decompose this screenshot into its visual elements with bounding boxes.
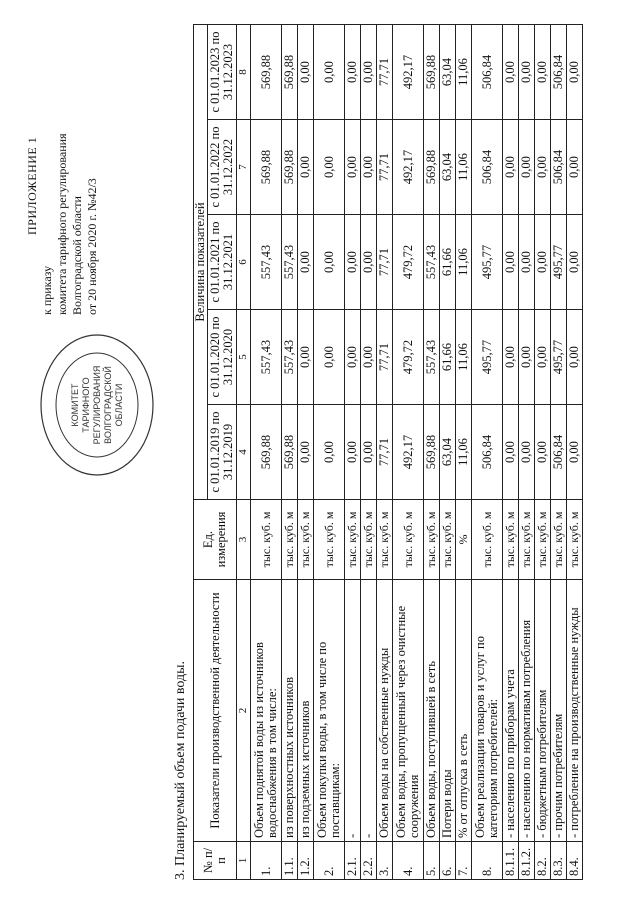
row-value: 569,88	[251, 25, 282, 120]
table-row	[472, 25, 503, 880]
row-indicator-name: % от отпуска в сеть	[456, 580, 472, 842]
row-value: 11,06	[456, 405, 472, 500]
column-number: 8	[237, 25, 251, 120]
row-code: 1.2.	[298, 842, 314, 880]
row-code: 8.4.	[567, 842, 583, 880]
row-value: 63,04	[440, 25, 456, 120]
row-value: 0,00	[345, 310, 361, 405]
row-indicator-name: Объем воды на собственные нужды	[377, 580, 393, 842]
row-value: 569,88	[424, 405, 440, 500]
row-unit: тыс. куб. м	[551, 500, 567, 580]
header-unit: Ед. измерения	[194, 500, 237, 580]
table-row	[298, 25, 314, 880]
column-number: 6	[237, 215, 251, 310]
table-row	[424, 25, 440, 880]
approval-block	[25, 45, 100, 315]
seal-text-line: ОБЛАСТИ	[114, 383, 124, 427]
row-unit: тыс. куб. м	[503, 500, 519, 580]
row-value: 479,72	[393, 215, 424, 310]
row-value: 0,00	[503, 25, 519, 120]
row-unit: тыс. куб. м	[472, 500, 503, 580]
row-unit: тыс. куб. м	[361, 500, 377, 580]
table-row	[377, 25, 393, 880]
row-value: 0,00	[345, 405, 361, 500]
table-row	[551, 25, 567, 880]
row-value: 569,88	[282, 120, 298, 215]
table-row	[535, 25, 551, 880]
header-num: № п/п	[194, 842, 237, 880]
row-value: 0,00	[298, 310, 314, 405]
row-value: 495,77	[472, 310, 503, 405]
row-code: 5.	[424, 842, 440, 880]
table-row	[393, 25, 424, 880]
water-supply-table-container	[193, 25, 583, 880]
row-value: 0,00	[567, 215, 583, 310]
row-value: 0,00	[567, 310, 583, 405]
row-value: 569,88	[282, 25, 298, 120]
column-number: 4	[237, 405, 251, 500]
row-indicator-name: Объем покупки воды, в том числе по поставщикам:	[314, 580, 345, 842]
row-value: 557,43	[282, 310, 298, 405]
approval-line: комитета тарифного регулирования	[55, 133, 69, 315]
row-value: 0,00	[519, 120, 535, 215]
row-code: 8.	[472, 842, 503, 880]
row-code: 3.	[377, 842, 393, 880]
row-value: 0,00	[503, 310, 519, 405]
column-number: 7	[237, 120, 251, 215]
row-indicator-name: Объем воды, поступившей в сеть	[424, 580, 440, 842]
row-code: 7.	[456, 842, 472, 880]
row-indicator-name: Объем воды, пропущенный через очистные сооружения	[393, 580, 424, 842]
row-value: 479,72	[393, 310, 424, 405]
table-row	[456, 25, 472, 880]
row-value: 506,84	[472, 405, 503, 500]
row-value: 495,77	[472, 215, 503, 310]
row-value: 557,43	[282, 215, 298, 310]
appendix-heading: ПРИЛОЖЕНИЕ 1	[25, 136, 39, 235]
row-value: 0,00	[503, 405, 519, 500]
row-unit: тыс. куб. м	[345, 500, 361, 580]
table-row	[519, 25, 535, 880]
row-value: 0,00	[345, 25, 361, 120]
approval-lines	[40, 45, 100, 315]
row-value: 0,00	[519, 405, 535, 500]
row-value: 11,06	[456, 215, 472, 310]
row-value: 0,00	[314, 120, 345, 215]
row-value: 0,00	[519, 215, 535, 310]
column-number-row	[237, 25, 251, 880]
row-value: 77,71	[377, 405, 393, 500]
row-value: 11,06	[456, 120, 472, 215]
row-value: 0,00	[314, 405, 345, 500]
row-value: 0,00	[503, 120, 519, 215]
row-value: 0,00	[535, 25, 551, 120]
column-number: 3	[237, 500, 251, 580]
row-value: 569,88	[282, 405, 298, 500]
approval-line: от 20 ноября 2020 г. №42/3	[85, 178, 99, 315]
row-value: 0,00	[567, 25, 583, 120]
row-value: 11,06	[456, 25, 472, 120]
header-name: Показатели производственной деятельности	[194, 580, 237, 842]
row-value: 506,84	[472, 120, 503, 215]
row-value: 557,43	[424, 310, 440, 405]
row-unit: тыс. куб. м	[567, 500, 583, 580]
row-unit: %	[456, 500, 472, 580]
row-code: 8.1.2.	[519, 842, 535, 880]
header-period: с 01.01.2019 по 31.12.2019	[208, 405, 237, 500]
row-value: 0,00	[535, 120, 551, 215]
row-value: 61,66	[440, 215, 456, 310]
row-unit: тыс. куб. м	[393, 500, 424, 580]
approval-line: к приказу	[40, 265, 54, 315]
seal-text-line: ТАРИФНОГО	[81, 377, 91, 433]
row-value: 0,00	[298, 215, 314, 310]
row-value: 0,00	[519, 310, 535, 405]
row-value: 0,00	[361, 120, 377, 215]
row-unit: тыс. куб. м	[251, 500, 282, 580]
water-supply-volume-table	[193, 24, 583, 880]
row-value: 0,00	[345, 120, 361, 215]
row-value: 0,00	[567, 120, 583, 215]
row-value: 0,00	[314, 25, 345, 120]
row-code: 8.1.1.	[503, 842, 519, 880]
row-value: 77,71	[377, 215, 393, 310]
row-value: 0,00	[345, 215, 361, 310]
row-unit: тыс. куб. м	[298, 500, 314, 580]
row-value: 569,88	[251, 405, 282, 500]
row-code: 1.1.	[282, 842, 298, 880]
row-value: 0,00	[503, 215, 519, 310]
row-value: 0,00	[361, 405, 377, 500]
row-code: 2.2.	[361, 842, 377, 880]
row-value: 0,00	[314, 215, 345, 310]
table-row	[345, 25, 361, 880]
header-values-group: Величина показателей	[194, 25, 208, 500]
row-indicator-name: -	[345, 580, 361, 842]
row-indicator-name: Объем поднятой воды из источников водоснабжения в том числе:	[251, 580, 282, 842]
row-value: 0,00	[535, 310, 551, 405]
table-row	[282, 25, 298, 880]
row-code: 6.	[440, 842, 456, 880]
row-value: 495,77	[551, 310, 567, 405]
row-value: 569,88	[424, 120, 440, 215]
row-value: 0,00	[567, 405, 583, 500]
row-value: 0,00	[519, 25, 535, 120]
row-unit: тыс. куб. м	[424, 500, 440, 580]
row-value: 492,17	[393, 405, 424, 500]
row-code: 8.2.	[535, 842, 551, 880]
row-indicator-name: - населению по нормативам потребления	[519, 580, 535, 842]
column-number: 5	[237, 310, 251, 405]
row-value: 0,00	[298, 25, 314, 120]
row-code: 8.3.	[551, 842, 567, 880]
row-indicator-name: - бюджетным потребителям	[535, 580, 551, 842]
table-row	[361, 25, 377, 880]
row-value: 506,84	[472, 25, 503, 120]
row-unit: тыс. куб. м	[535, 500, 551, 580]
row-value: 495,77	[551, 215, 567, 310]
seal-text-line: РЕГУЛИРОВАНИЯ	[92, 365, 102, 445]
row-unit: тыс. куб. м	[314, 500, 345, 580]
row-value: 0,00	[298, 405, 314, 500]
row-code: 1.	[251, 842, 282, 880]
row-value: 492,17	[393, 25, 424, 120]
row-value: 0,00	[361, 25, 377, 120]
row-value: 11,06	[456, 310, 472, 405]
row-value: 557,43	[251, 215, 282, 310]
header-period: с 01.01.2023 по 31.12.2023	[208, 25, 237, 120]
row-value: 0,00	[361, 215, 377, 310]
row-value: 506,84	[551, 120, 567, 215]
row-indicator-name: - потребление на производственные нужды	[567, 580, 583, 842]
row-value: 569,88	[424, 25, 440, 120]
row-value: 0,00	[298, 120, 314, 215]
header-period: с 01.01.2021 по 31.12.2021	[208, 215, 237, 310]
row-value: 557,43	[251, 310, 282, 405]
row-unit: тыс. куб. м	[377, 500, 393, 580]
row-value: 61,66	[440, 310, 456, 405]
table-row	[503, 25, 519, 880]
row-value: 0,00	[361, 310, 377, 405]
row-value: 0,00	[535, 215, 551, 310]
approval-line: Волгоградской области	[70, 196, 84, 315]
row-code: 2.1.	[345, 842, 361, 880]
table-row	[567, 25, 583, 880]
row-value: 77,71	[377, 310, 393, 405]
row-indicator-name: из подземных источников	[298, 580, 314, 842]
seal-text-line: ВОЛГОГРАДСКОЙ	[103, 366, 113, 444]
table-row	[440, 25, 456, 880]
row-code: 4.	[393, 842, 424, 880]
header-period: с 01.01.2022 по 31.12.2022	[208, 120, 237, 215]
row-code: 2.	[314, 842, 345, 880]
seal-text-line: КОМИТЕТ	[70, 383, 80, 427]
row-value: 506,84	[551, 405, 567, 500]
row-indicator-name: Объем реализации товаров и услуг по категориям потребителей:	[472, 580, 503, 842]
row-value: 63,04	[440, 405, 456, 500]
column-number: 2	[237, 580, 251, 842]
row-value: 77,71	[377, 25, 393, 120]
row-indicator-name: -	[361, 580, 377, 842]
row-value: 506,84	[551, 25, 567, 120]
row-unit: тыс. куб. м	[519, 500, 535, 580]
table-row	[314, 25, 345, 880]
table-body	[237, 25, 583, 880]
column-number: 1	[237, 842, 251, 880]
row-value: 63,04	[440, 120, 456, 215]
row-indicator-name: - прочим потребителям	[551, 580, 567, 842]
row-value: 77,71	[377, 120, 393, 215]
row-indicator-name: - населению по приборам учета	[503, 580, 519, 842]
table-row	[251, 25, 282, 880]
row-indicator-name: Потери воды	[440, 580, 456, 842]
row-value: 0,00	[314, 310, 345, 405]
rotated-document-page	[25, 25, 615, 880]
section-title: 3. Планируемый объем подачи воды.	[173, 660, 188, 880]
official-seal-stamp	[37, 330, 157, 480]
row-unit: тыс. куб. м	[282, 500, 298, 580]
row-indicator-name: из поверхностных источников	[282, 580, 298, 842]
row-unit: тыс. куб. м	[440, 500, 456, 580]
header-period: с 01.01.2020 по 31.12.2020	[208, 310, 237, 405]
row-value: 0,00	[535, 405, 551, 500]
row-value: 569,88	[251, 120, 282, 215]
row-value: 492,17	[393, 120, 424, 215]
row-value: 557,43	[424, 215, 440, 310]
